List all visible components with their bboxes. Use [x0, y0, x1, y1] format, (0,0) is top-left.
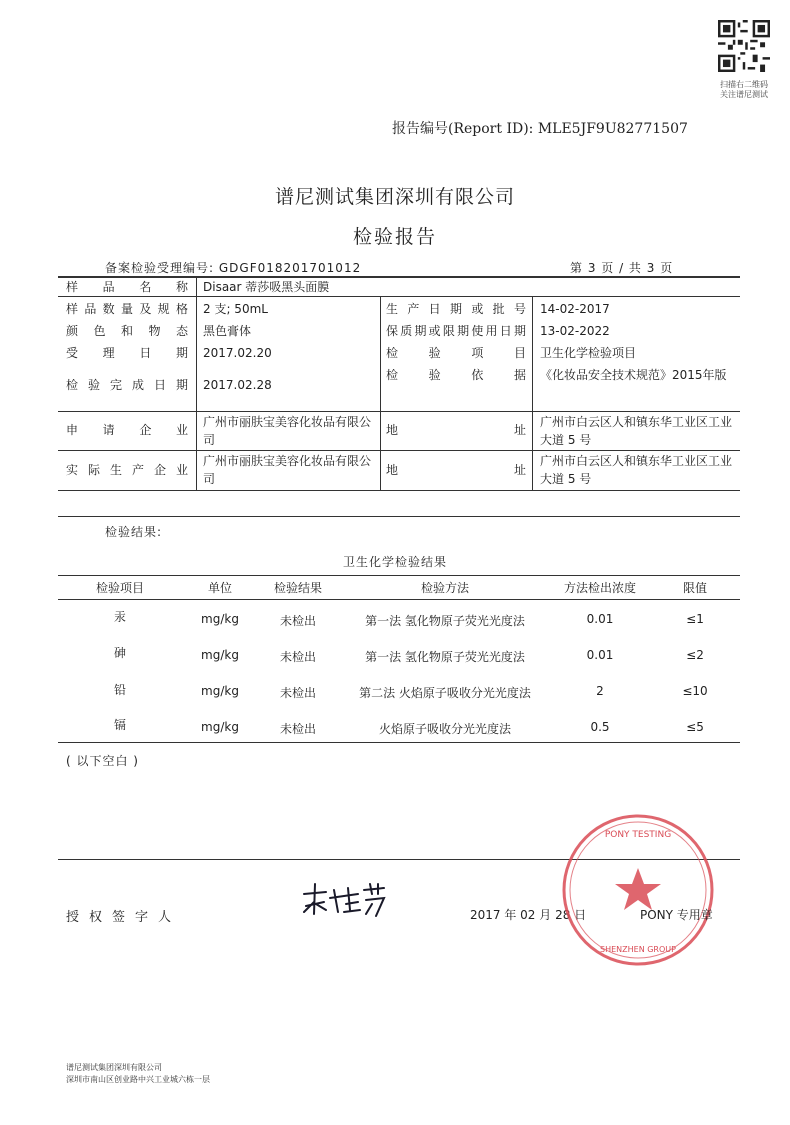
row-item: 铅	[113, 683, 126, 697]
svg-text:PONY TESTING: PONY TESTING	[604, 830, 672, 840]
col-header-limit: 限值	[682, 581, 707, 595]
row-item: 砷	[113, 646, 126, 660]
color-value: 黑色膏体	[203, 324, 252, 338]
received-date-label: 受理日期	[66, 346, 188, 360]
row-result: 未检出	[279, 686, 316, 700]
producer-label: 实际生产企业	[66, 463, 188, 477]
row-unit: mg/kg	[201, 720, 239, 734]
results-table-top-border	[58, 575, 740, 576]
qr-caption: 扫描右二维码 关注谱尼测试	[720, 80, 768, 99]
completed-date-label: 检验完成日期	[66, 378, 188, 392]
section-divider	[58, 516, 740, 517]
qty-spec-label: 样品数量及规格	[66, 302, 188, 316]
row-result: 未检出	[279, 614, 316, 628]
handwritten-signature	[300, 880, 390, 920]
document-title: 检验报告	[352, 226, 437, 248]
row-limit: ≤5	[686, 720, 704, 734]
applicant-label: 申请企业	[66, 423, 188, 437]
test-items-value: 卫生化学检验项目	[540, 346, 637, 360]
official-seal-stamp	[560, 812, 716, 968]
sample-name-value: Disaar 蒂莎吸黑头面膜	[203, 280, 330, 294]
results-heading: 检验结果:	[105, 525, 163, 539]
row-detection: 0.5	[590, 720, 610, 734]
info-col-divider	[196, 277, 197, 490]
info-row-divider	[58, 450, 740, 451]
applicant-value: 广州市丽肤宝美容化妆品有限公司	[203, 415, 372, 447]
row-limit: ≤10	[682, 684, 708, 698]
row-detection: 2	[596, 684, 604, 698]
row-item: 镉	[113, 718, 126, 732]
info-col-divider	[380, 296, 381, 490]
color-label: 颜色和物态	[66, 324, 188, 338]
report-id: 报告编号(Report ID): MLE5JF9U82771507	[392, 121, 688, 137]
row-limit: ≤2	[686, 648, 704, 662]
results-header-border	[58, 599, 740, 600]
row-detection: 0.01	[586, 648, 614, 662]
completed-date-value: 2017.02.28	[203, 378, 272, 392]
col-header-unit: 单位	[207, 581, 232, 595]
shelf-life-label: 保质期或限期使用日期	[386, 324, 526, 338]
row-result: 未检出	[279, 650, 316, 664]
footer-company: 谱尼测试集团深圳有限公司	[66, 1063, 162, 1072]
blank-below-note: ( 以下空白 )	[66, 754, 139, 768]
prod-date-value: 14-02-2017	[540, 302, 610, 316]
qty-spec-value: 2 支; 50mL	[203, 302, 268, 316]
row-method: 第一法 氢化物原子荧光光度法	[365, 650, 525, 664]
row-unit: mg/kg	[201, 648, 239, 662]
col-header-result: 检验结果	[273, 581, 322, 595]
footer-address: 深圳市南山区创业路中兴工业城六栋一层	[66, 1075, 210, 1084]
col-header-detection: 方法检出浓度	[563, 581, 636, 595]
info-row-divider	[58, 296, 740, 297]
row-unit: mg/kg	[201, 612, 239, 626]
prod-date-label: 生产日期或批号	[386, 302, 526, 316]
company-name: 谱尼测试集团深圳有限公司	[274, 186, 515, 208]
filing-number: 备案检验受理编号: GDGF018201701012	[105, 261, 362, 275]
info-row-divider	[58, 411, 740, 412]
row-limit: ≤1	[686, 612, 704, 626]
row-method: 火焰原子吸收分光光度法	[378, 722, 511, 736]
row-method: 第一法 氢化物原子荧光光度法	[365, 614, 525, 628]
issue-date: 2017 年 02 月 28 日	[470, 908, 587, 922]
row-result: 未检出	[279, 722, 316, 736]
received-date-value: 2017.02.20	[203, 346, 272, 360]
results-table-title: 卫生化学检验结果	[342, 555, 447, 569]
info-table-bottom-border	[58, 490, 740, 491]
row-method: 第二法 火焰原子吸收分光光度法	[359, 686, 531, 700]
row-item: 汞	[113, 610, 126, 624]
results-table-bottom-border	[58, 742, 740, 743]
col-header-method: 检验方法	[420, 581, 469, 595]
seal-tag: PONY 专用章	[640, 908, 713, 922]
test-basis-value: 《化妆品安全技术规范》2015年版	[540, 368, 727, 382]
producer-value: 广州市丽肤宝美容化妆品有限公司	[203, 454, 372, 486]
producer-address-label: 地址	[386, 463, 526, 477]
svg-text:SHENZHEN GROUP: SHENZHEN GROUP	[600, 945, 676, 954]
row-detection: 0.01	[586, 612, 614, 626]
row-unit: mg/kg	[201, 684, 239, 698]
applicant-address-value: 广州市白云区人和镇东华工业区工业大道 5 号	[540, 415, 733, 447]
test-basis-label: 检验依据	[386, 368, 526, 382]
page-indicator: 第 3 页 / 共 3 页	[570, 261, 674, 275]
col-header-item: 检验项目	[95, 581, 144, 595]
shelf-life-value: 13-02-2022	[540, 324, 610, 338]
authorized-signatory-label: 授权签字人	[66, 910, 182, 925]
applicant-address-label: 地址	[386, 423, 526, 437]
test-items-label: 检验项目	[386, 346, 526, 360]
qr-code-icon	[718, 20, 770, 72]
producer-address-value: 广州市白云区人和镇东华工业区工业大道 5 号	[540, 454, 733, 486]
sample-name-label: 样品名称	[66, 280, 188, 294]
info-col-divider	[532, 296, 533, 490]
